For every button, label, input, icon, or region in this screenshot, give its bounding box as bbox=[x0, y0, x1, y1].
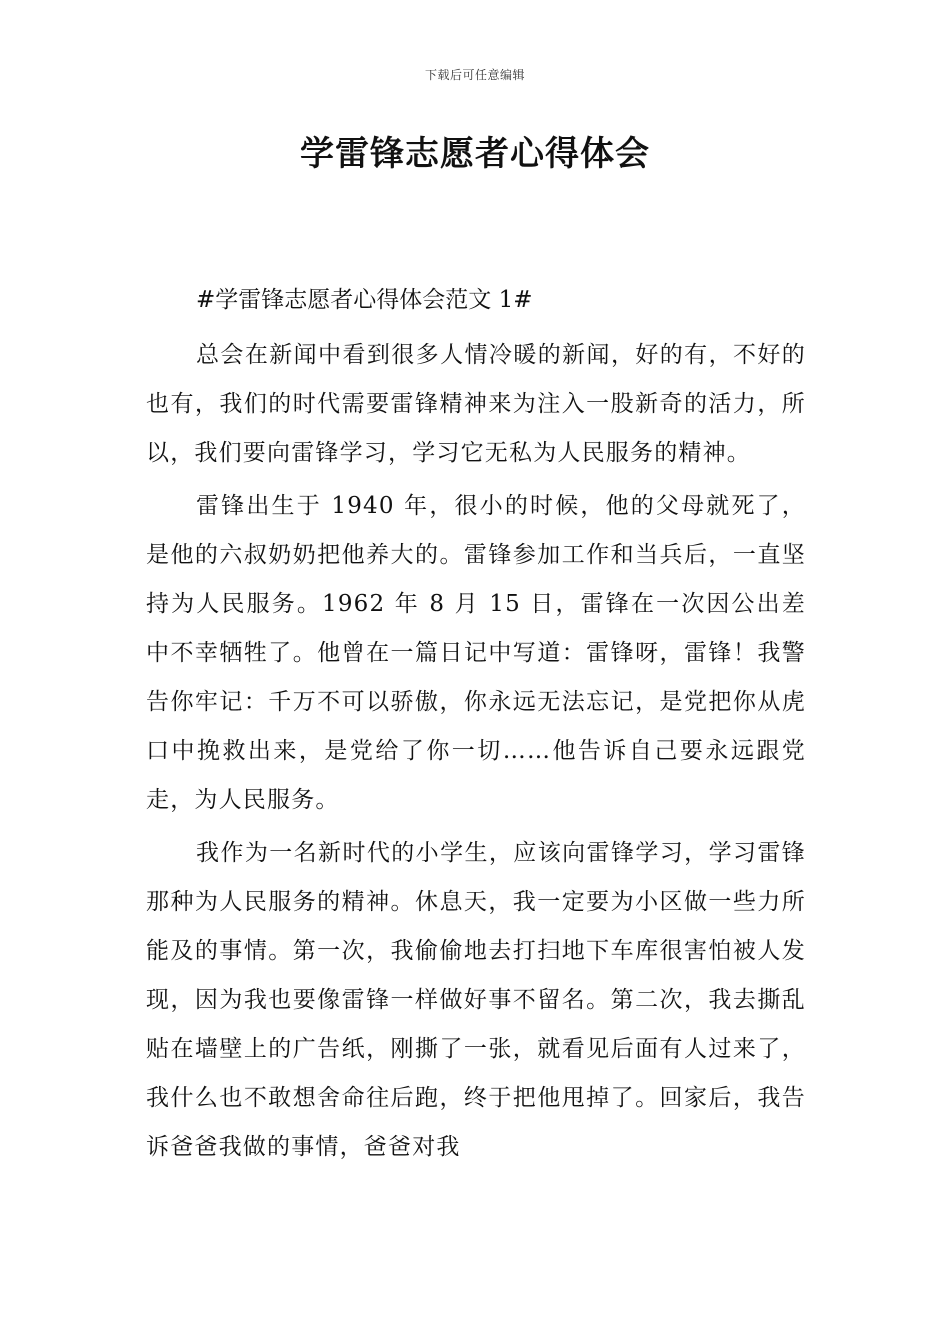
body-paragraph-3: 我作为一名新时代的小学生，应该向雷锋学习，学习雷锋那种为人民服务的精神。休息天，我一定要为小区做一些力所能及的事情。第一次，我偷偷地去打扫地下车库很害怕被人发现，因为我也要像雷锋一样做好事不留名。第二次，我去撕乱贴在墙壁上的广告纸，刚撕了一张，就看见后面有人过来了，我什么也不敢想舍命往后跑，终于把他甩掉了。回家后，我告诉爸爸我做的事情，爸爸对我 bbox=[146, 840, 806, 1160]
header-note: 下载后可任意编辑 bbox=[424, 68, 525, 82]
section-heading: #学雷锋志愿者心得体会范文 1# bbox=[196, 287, 533, 313]
body-paragraph-2: 雷锋出生于 1940 年，很小的时候，他的父母就死了，是他的六叔奶奶把他养大的。雷锋参加工作和当兵后，一直坚持为人民服务。1962 年 8 月 15 日，雷锋在一次因公出差中不幸牺牲了。他曾在一篇日记中写道：雷锋呀，雷锋！我警告你牢记：千万不可以骄傲，你永远无法忘记，是党把你从虎口中挽救出来，是党给了你一切……他告诉自己要永远跟党走，为人民服务。 bbox=[146, 493, 806, 813]
document-title: 学雷锋志愿者心得体会 bbox=[300, 134, 650, 174]
body-paragraph-1: 总会在新闻中看到很多人情冷暖的新闻，好的有，不好的也有，我们的时代需要雷锋精神来为注入一股新奇的活力，所以，我们要向雷锋学习，学习它无私为人民服务的精神。 bbox=[146, 342, 806, 466]
document-body bbox=[146, 280, 806, 1176]
